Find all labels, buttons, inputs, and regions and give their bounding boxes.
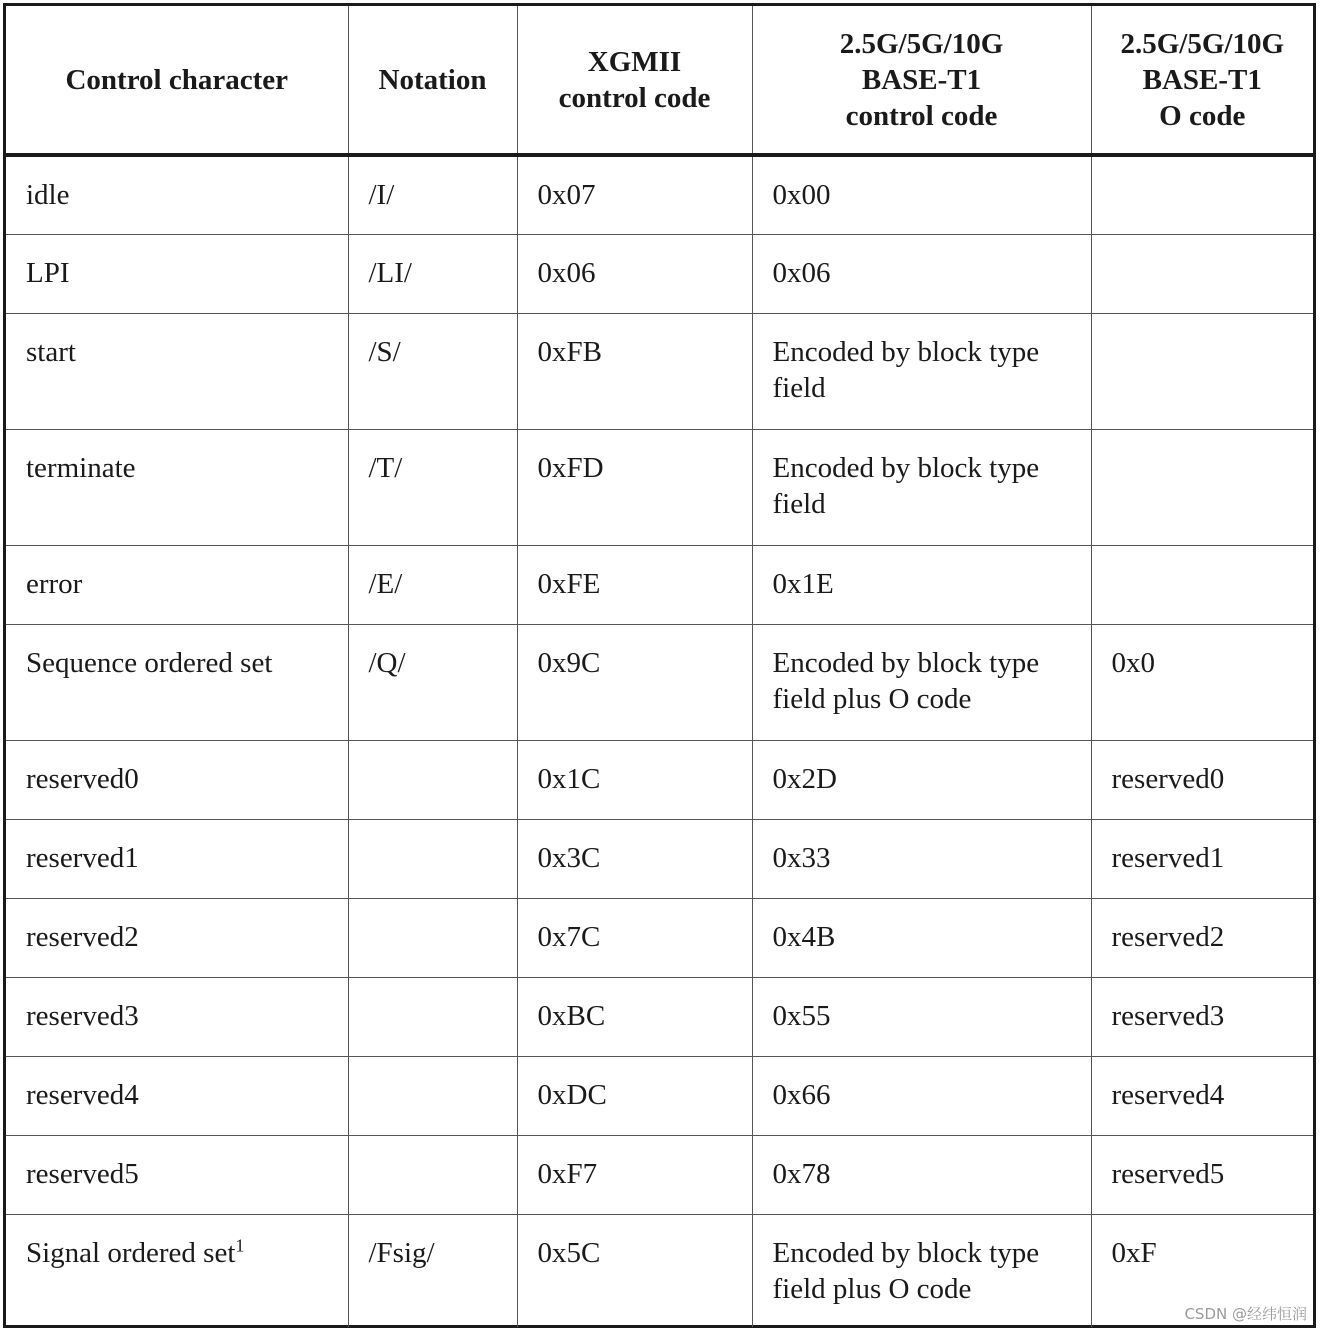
cell-control-character (6, 1214, 348, 1327)
cell-control-character: reserved4 (6, 1056, 348, 1135)
cell-notation: /I/ (348, 155, 517, 234)
cell-base-t1-code: 0x33 (752, 819, 1091, 898)
cell-xgmii-code: 0x9C (517, 624, 752, 740)
cell-control-character: Sequence ordered set (6, 624, 348, 740)
table-row (6, 155, 1313, 234)
cell-notation (348, 740, 517, 819)
cell-o-code: reserved4 (1091, 1056, 1313, 1135)
cell-base-t1-code: 0x78 (752, 1135, 1091, 1214)
header-control-character: Control character (6, 6, 348, 155)
footnote-marker: 1 (235, 1234, 245, 1255)
table-row (6, 977, 1313, 1056)
cell-base-t1-code: Encoded by block type field (752, 429, 1091, 545)
cell-xgmii-code: 0xFB (517, 313, 752, 429)
cell-notation: /S/ (348, 313, 517, 429)
cell-control-character: reserved5 (6, 1135, 348, 1214)
cell-control-character: idle (6, 155, 348, 234)
table-row (6, 1056, 1313, 1135)
cell-notation: /E/ (348, 545, 517, 624)
cell-xgmii-code: 0xDC (517, 1056, 752, 1135)
cell-notation: /Fsig/ (348, 1214, 517, 1327)
table-row (6, 898, 1313, 977)
cell-notation: /T/ (348, 429, 517, 545)
cell-base-t1-code: Encoded by block type field plus O code (752, 624, 1091, 740)
watermark: CSDN @经纬恒润 (1184, 1305, 1307, 1323)
cell-o-code: 0x0 (1091, 624, 1313, 740)
header-notation: Notation (348, 6, 517, 155)
cell-base-t1-code: 0x00 (752, 155, 1091, 234)
cell-notation (348, 1135, 517, 1214)
control-character-text: Signal ordered set (26, 1236, 236, 1269)
table-row (6, 313, 1313, 429)
cell-control-character: reserved3 (6, 977, 348, 1056)
table-row (6, 819, 1313, 898)
cell-o-code (1091, 545, 1313, 624)
cell-xgmii-code: 0xBC (517, 977, 752, 1056)
cell-control-character: terminate (6, 429, 348, 545)
cell-base-t1-code: Encoded by block type field (752, 313, 1091, 429)
cell-o-code (1091, 429, 1313, 545)
cell-o-code (1091, 234, 1313, 313)
header-xgmii-control-code: XGMII control code (517, 6, 752, 155)
cell-o-code: reserved2 (1091, 898, 1313, 977)
cell-notation (348, 1056, 517, 1135)
cell-base-t1-code: 0x55 (752, 977, 1091, 1056)
header-base-t1-control-code: 2.5G/5G/10G BASE-T1 control code (752, 6, 1091, 155)
cell-notation: /LI/ (348, 234, 517, 313)
table-row (6, 429, 1313, 545)
cell-control-character: reserved1 (6, 819, 348, 898)
cell-notation: /Q/ (348, 624, 517, 740)
cell-xgmii-code: 0x7C (517, 898, 752, 977)
control-code-table (6, 6, 1313, 1327)
header-row (6, 6, 1313, 155)
cell-control-character: error (6, 545, 348, 624)
table-row (6, 234, 1313, 313)
cell-base-t1-code: 0x66 (752, 1056, 1091, 1135)
cell-base-t1-code: 0x2D (752, 740, 1091, 819)
cell-o-code: reserved0 (1091, 740, 1313, 819)
table-row (6, 1135, 1313, 1214)
cell-xgmii-code: 0x06 (517, 234, 752, 313)
cell-base-t1-code: Encoded by block type field plus O code (752, 1214, 1091, 1327)
cell-control-character: start (6, 313, 348, 429)
header-base-t1-o-code: 2.5G/5G/10G BASE-T1 O code (1091, 6, 1313, 155)
cell-xgmii-code: 0x5C (517, 1214, 752, 1327)
cell-control-character: reserved0 (6, 740, 348, 819)
cell-o-code (1091, 155, 1313, 234)
cell-xgmii-code: 0x1C (517, 740, 752, 819)
cell-notation (348, 819, 517, 898)
cell-notation (348, 898, 517, 977)
table-row (6, 624, 1313, 740)
cell-o-code: reserved5 (1091, 1135, 1313, 1214)
cell-xgmii-code: 0x07 (517, 155, 752, 234)
cell-o-code: reserved1 (1091, 819, 1313, 898)
table-row (6, 545, 1313, 624)
cell-base-t1-code: 0x06 (752, 234, 1091, 313)
cell-notation (348, 977, 517, 1056)
cell-base-t1-code: 0x1E (752, 545, 1091, 624)
cell-xgmii-code: 0xFE (517, 545, 752, 624)
cell-xgmii-code: 0xFD (517, 429, 752, 545)
cell-xgmii-code: 0xF7 (517, 1135, 752, 1214)
cell-base-t1-code: 0x4B (752, 898, 1091, 977)
table-row (6, 740, 1313, 819)
cell-o-code (1091, 313, 1313, 429)
cell-control-character: reserved2 (6, 898, 348, 977)
cell-xgmii-code: 0x3C (517, 819, 752, 898)
cell-o-code: reserved3 (1091, 977, 1313, 1056)
control-code-table-frame (3, 3, 1316, 1328)
cell-o-code: 0xF (1091, 1214, 1313, 1327)
cell-control-character: LPI (6, 234, 348, 313)
table-row (6, 1214, 1313, 1327)
